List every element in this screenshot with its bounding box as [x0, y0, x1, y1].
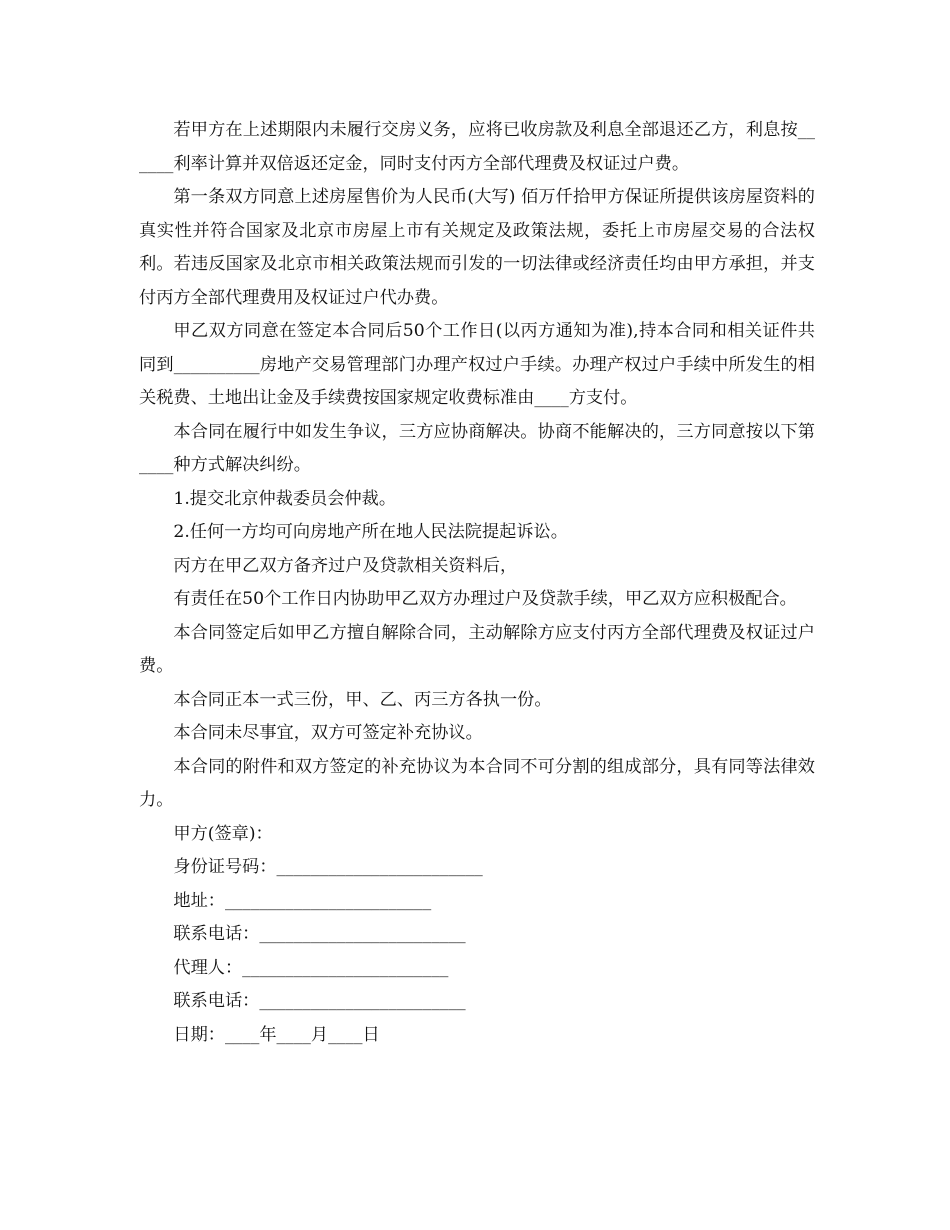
dispute-option-lawsuit: 2.任何一方均可向房地产所在地人民法院提起诉讼。: [173, 522, 568, 542]
signature-id-number: 身份证号码：________________________: [173, 857, 483, 877]
paragraph-supplementary: 本合同未尽事宜，双方可签定补充协议。: [173, 723, 483, 743]
signature-agent: 代理人：________________________: [173, 957, 449, 978]
paragraph-refund-terms: 若甲方在上述期限内未履行交房义务，应将已收房款及利息全部退还乙方，利息按______利率计算并双倍返还定金，同时支付丙方全部代理费及权证过户费。: [139, 120, 815, 174]
paragraph-copies: 本合同正本一式三份，甲、乙、丙三方各执一份。: [173, 689, 552, 710]
signature-agent-phone: 联系电话：________________________: [173, 991, 466, 1011]
paragraph-party-c-duty: 有责任在50个工作日内协助甲乙双方办理过户及贷款手续，甲乙双方应积极配合。: [173, 589, 797, 609]
signature-address: 地址：________________________: [173, 890, 432, 911]
signature-phone: 联系电话：________________________: [173, 924, 466, 944]
paragraph-transfer-procedure: 甲乙双方同意在签定本合同后50个工作日(以丙方通知为准),持本合同和相关证件共同到__________房地产交易管理部门办理产权过户手续。办理产权过户手续中所发生的相关税费、土地出让金及手续费按国家规定收费标准由____方支付。: [139, 321, 815, 408]
signature-block: [139, 818, 815, 1053]
paragraph-termination: 本合同签定后如甲乙方擅自解除合同，主动解除方应支付丙方全部代理费及权证过户费。: [139, 622, 815, 676]
dispute-option-arbitration: 1.提交北京仲裁委员会仲裁。: [173, 488, 397, 509]
paragraph-attachments: 本合同的附件和双方签定的补充协议为本合同不可分割的组成部分，具有同等法律效力。: [139, 756, 815, 810]
contract-body: [139, 114, 815, 1052]
paragraph-dispute-resolution: 本合同在履行中如发生争议，三方应协商解决。协商不能解决的，三方同意按以下第____种方式解决纠纷。: [139, 421, 815, 475]
paragraph-party-c-documents: 丙方在甲乙双方备齐过户及贷款相关资料后，: [173, 555, 518, 576]
paragraph-article-one-price: 第一条双方同意上述房屋售价为人民币(大写) 佰万仟拾甲方保证所提供该房屋资料的真实性并符合国家及北京市房屋上市有关规定及政策法规，委托上市房屋交易的合法权利。若违反国家及北京市相关政策法规而引发的一切法律或经济责任均由甲方承担，并支付丙方全部代理费用及权证过户代办费。: [139, 187, 815, 308]
signature-date: 日期：____年____月____日: [173, 1024, 380, 1045]
signature-party-a: 甲方(签章)：: [173, 823, 273, 844]
